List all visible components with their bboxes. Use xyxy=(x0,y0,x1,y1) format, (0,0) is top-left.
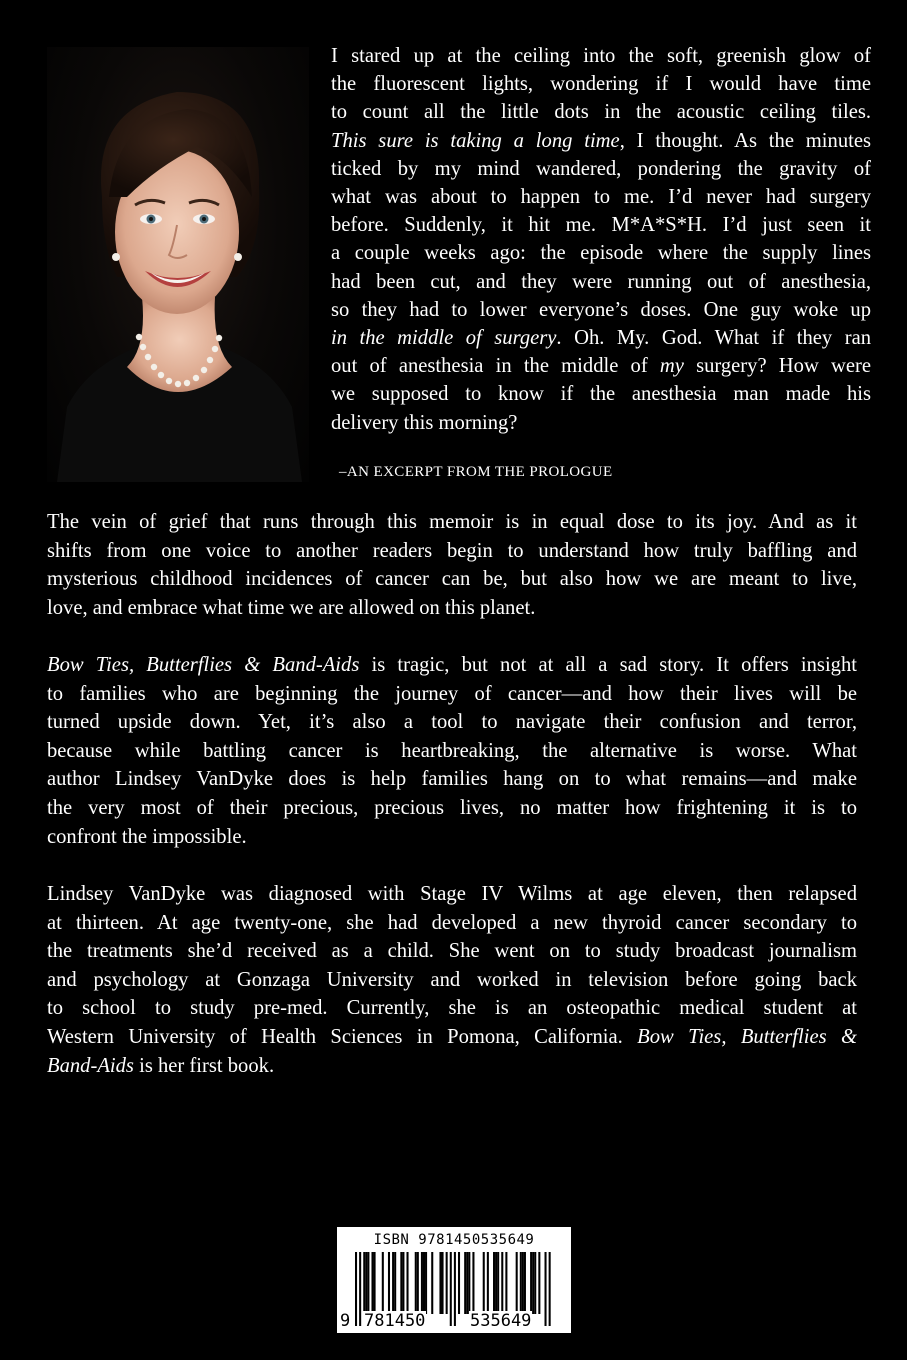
barcode-bar xyxy=(522,1252,524,1314)
book-title: Bow Ties, Butterflies & xyxy=(637,1025,857,1048)
paragraph-line: The vein of grief that runs through this memoir is in equal dose to its joy. And as it xyxy=(47,511,857,533)
barcode-bar xyxy=(442,1252,444,1314)
book-title: Bow Ties, Butterflies & Band-Aids xyxy=(47,654,360,676)
barcode-bar xyxy=(425,1252,427,1314)
barcode-bar xyxy=(423,1252,425,1314)
barcode-bar xyxy=(497,1252,499,1314)
paragraph-line: Lindsey VanDyke was diagnosed with Stage IV Wilms at age eleven, then relapsed xyxy=(47,883,857,905)
author-portrait-illustration xyxy=(47,47,309,482)
paragraph-line: Bow Ties, Butterflies & Band-Aids is tragic, but not at all a sad story. It offers insight xyxy=(47,654,857,676)
excerpt-line: I stared up at the ceiling into the soft, greenish glow of xyxy=(331,45,871,67)
paragraph-line: at thirteen. At age twenty-one, she had developed a new thyroid cancer secondary to xyxy=(47,911,857,934)
paragraph-line: to families who are beginning the journey of cancer—and how their lives will be xyxy=(47,682,857,705)
author-photo xyxy=(47,47,309,482)
barcode-bar xyxy=(468,1252,470,1314)
barcode-bar xyxy=(367,1252,369,1314)
barcode-bar xyxy=(483,1252,485,1314)
paragraph-line: turned upside down. Yet, it’s also a tool to navigate their confusion and terror, xyxy=(47,711,857,734)
barcode-bar xyxy=(472,1252,474,1314)
paragraph-line: Band-Aids is her first book. xyxy=(47,1054,275,1077)
paragraph-line: the very most of their precious, precious lives, no matter how frightening it is to xyxy=(47,796,857,819)
barcode-bar xyxy=(538,1252,540,1314)
barcode-bar xyxy=(495,1252,497,1314)
barcode-bar xyxy=(501,1252,503,1314)
barcode-bar xyxy=(466,1252,468,1314)
excerpt-line: we supposed to know if the anesthesia man made his xyxy=(331,383,871,406)
barcode-bar xyxy=(431,1252,433,1314)
excerpt-line: what was about to happen to me. I’d never had surgery xyxy=(331,186,871,209)
isbn-digit-first: 9 xyxy=(340,1311,351,1331)
excerpt-line: ticked by my mind wandered, pondering the gravity of xyxy=(331,157,871,180)
barcode-bar xyxy=(505,1252,507,1314)
excerpt-line: had been cut, and they were running out of anesthesia, xyxy=(331,270,871,293)
barcode-bar xyxy=(365,1252,367,1314)
barcode-bar xyxy=(520,1252,522,1314)
excerpt-line: to count all the little dots in the acoustic ceiling tiles. xyxy=(331,101,871,124)
paragraph-line: mysterious childhood incidences of cancer can be, but also how we are meant to live, xyxy=(47,568,857,591)
isbn-digits-right: 535649 xyxy=(470,1311,532,1331)
barcode-bar xyxy=(524,1252,526,1314)
paragraph-line: shifts from one voice to another readers begin to understand how truly baffling and xyxy=(47,539,857,562)
book-title: Band-Aids xyxy=(47,1054,134,1077)
isbn-digits-left: 781450 xyxy=(364,1311,426,1331)
barcode-bar xyxy=(530,1252,532,1314)
barcode-bar xyxy=(388,1252,390,1314)
prologue-excerpt xyxy=(331,42,871,437)
barcode-bar xyxy=(402,1252,404,1314)
paragraph-line: confront the impossible. xyxy=(47,825,247,848)
barcode-bar xyxy=(382,1252,384,1314)
description-paragraph-2 xyxy=(47,651,857,851)
barcode-bar xyxy=(394,1252,396,1314)
barcode-bar xyxy=(406,1252,408,1314)
paragraph-line: author Lindsey VanDyke does is help families hang on to what remains—and make xyxy=(47,768,857,791)
paragraph-line: Western University of Health Sciences in Pomona, California. Bow Ties, Butterflies & xyxy=(47,1025,857,1048)
isbn-digits xyxy=(339,1311,569,1331)
barcode-bar xyxy=(415,1252,417,1314)
barcode-bar xyxy=(516,1252,518,1314)
barcode-bar xyxy=(392,1252,394,1314)
barcode-bar xyxy=(439,1252,441,1314)
author-bio-paragraph xyxy=(47,880,857,1080)
excerpt-line: in the middle of surgery. Oh. My. God. What if they ran xyxy=(331,327,872,350)
isbn-label: ISBN 9781450535649 xyxy=(373,1232,535,1248)
excerpt-line: This sure is taking a long time, I thought. As the minutes xyxy=(331,129,871,152)
paragraph-line: because while battling cancer is heartbreaking, the alternative is worse. What xyxy=(47,739,857,762)
barcode-bar xyxy=(458,1252,460,1314)
excerpt-line: out of anesthesia in the middle of my surgery? How were xyxy=(331,355,872,378)
excerpt-attribution: –AN EXCERPT FROM THE PROLOGUE xyxy=(339,464,613,480)
excerpt-line: delivery this morning? xyxy=(331,411,518,434)
paragraph-line: to school to study pre-med. Currently, she is an osteopathic medical student at xyxy=(47,997,857,1020)
isbn-barcode xyxy=(337,1227,571,1333)
paragraph-line: love, and embrace what time we are allowed on this planet. xyxy=(47,596,536,619)
barcode-bar xyxy=(493,1252,495,1314)
barcode-bar xyxy=(487,1252,489,1314)
paragraph-line: and psychology at Gonzaga University and worked in television before going back xyxy=(47,968,857,991)
barcode-bar xyxy=(534,1252,536,1314)
barcode-bar xyxy=(421,1252,423,1314)
excerpt-line: so they had to lower everyone’s doses. One guy woke up xyxy=(331,298,871,321)
barcode-bar xyxy=(446,1252,448,1314)
excerpt-line: before. Suddenly, it hit me. M*A*S*H. I’d just seen it xyxy=(331,214,871,237)
paragraph-line: the treatments she’d received as a child. She went on to study broadcast journalism xyxy=(47,940,857,963)
barcode-bar xyxy=(400,1252,402,1314)
barcode-bar xyxy=(464,1252,466,1314)
excerpt-line: a couple weeks ago: the episode where the supply lines xyxy=(331,242,871,265)
description-paragraph-1 xyxy=(47,508,857,622)
barcode-bar xyxy=(417,1252,419,1314)
barcode-bar xyxy=(371,1252,373,1314)
barcode-bar xyxy=(532,1252,534,1314)
barcode-bar xyxy=(374,1252,376,1314)
barcode-bar xyxy=(363,1252,365,1314)
excerpt-line: the fluorescent lights, wondering if I would have time xyxy=(331,73,871,96)
